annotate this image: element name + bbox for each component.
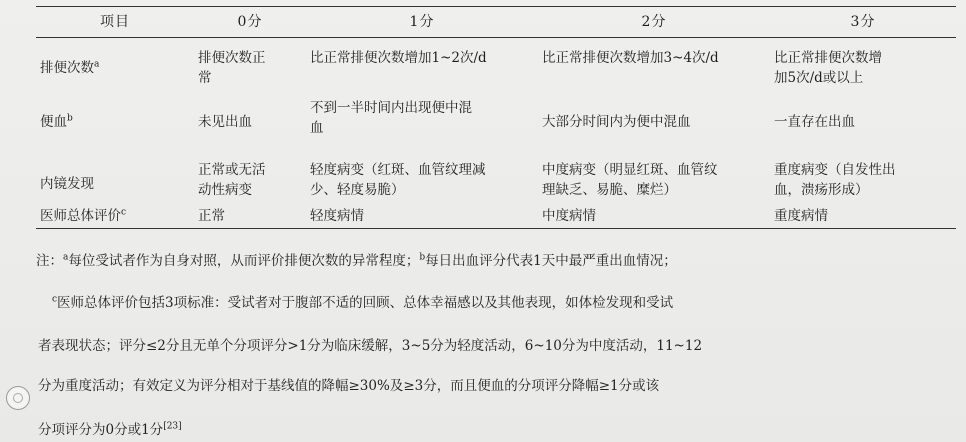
note-line: 分为重度活动；有效定义为评分相对于基线值的降幅≥30%及≥3分，而且便血的分项评分降幅≥1分或该 bbox=[38, 378, 660, 394]
header-score-0: 0分 bbox=[194, 7, 306, 38]
row-label: 便血$^b$ bbox=[40, 113, 73, 130]
cell-score-1: 轻度病变（红斑、血管纹理减 少、轻度易脆） bbox=[310, 162, 486, 198]
cell-score-3: 比正常排便次数增 加5次/d或以上 bbox=[774, 50, 882, 86]
table-row bbox=[36, 38, 956, 99]
cell-score-2: 大部分时间内为便中混血 bbox=[542, 114, 691, 130]
table-header-row bbox=[36, 7, 956, 38]
header-score-3: 3分 bbox=[770, 7, 956, 38]
header-score-2: 2分 bbox=[538, 7, 770, 38]
header-item: 项目 bbox=[36, 7, 194, 38]
cell-score-2: 中度病变（明显红斑、血管纹 理缺乏、易脆、糜烂） bbox=[542, 162, 718, 198]
cell-score-2: 比正常排便次数增加3~4次/d bbox=[542, 50, 719, 66]
scoring-table bbox=[36, 6, 956, 229]
cell-score-0: 排便次数正 常 bbox=[198, 50, 266, 86]
cell-score-3: 重度病变（自发性出 血，溃疡形成） bbox=[774, 162, 896, 198]
cell-score-1: 不到一半时间内出现便中混 血 bbox=[310, 100, 472, 136]
loading-cursor-icon bbox=[6, 386, 30, 410]
cell-score-0: 正常 bbox=[194, 206, 306, 229]
cell-score-0: 未见出血 bbox=[198, 114, 252, 130]
cell-score-3: 重度病情 bbox=[770, 206, 956, 229]
note-line: 注：$^a$每位受试者作为自身对照，从而评价排便次数的异常程度；$^b$每日出血评分代表1天中最严重出血情况； bbox=[36, 252, 677, 269]
row-label: 医师总体评价$^c$ bbox=[36, 206, 194, 229]
cell-score-3: 一直存在出血 bbox=[774, 114, 855, 130]
cell-score-1: 比正常排便次数增加1~2次/d bbox=[310, 50, 487, 66]
note-line: $^c$医师总体评价包括3项标准：受试者对于腹部不适的回顾、总体幸福感以及其他表现，如体检发现和受试 bbox=[52, 294, 674, 311]
cell-score-0: 正常或无活 动性病变 bbox=[198, 162, 266, 198]
cell-score-2: 中度病情 bbox=[538, 206, 770, 229]
row-label: 内镜发现 bbox=[40, 176, 94, 192]
header-score-1: 1分 bbox=[306, 7, 538, 38]
table-row bbox=[36, 160, 956, 206]
cell-score-1: 轻度病情 bbox=[306, 206, 538, 229]
row-label: 排便次数$^a$ bbox=[40, 59, 100, 76]
note-line: 分项评分为0分或1分[23] bbox=[38, 421, 182, 438]
table-row bbox=[36, 206, 956, 229]
table-row bbox=[36, 98, 956, 160]
note-line: 者表现状态；评分≤2分且无单个分项评分>1分为临床缓解，3~5分为轻度活动，6~10分为中度活动，11~12 bbox=[38, 338, 703, 354]
